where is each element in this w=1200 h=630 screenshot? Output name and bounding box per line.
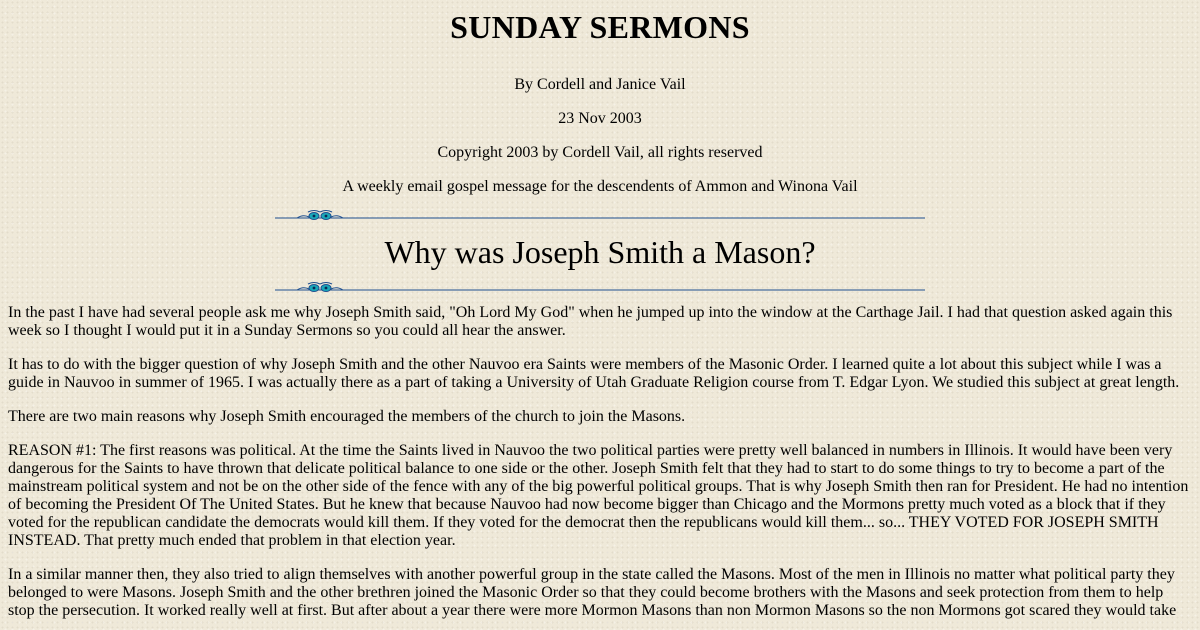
sermon-body [0,304,1200,620]
scroll-eyes-divider-icon [275,208,925,222]
paragraph: In a similar manner then, they also tried to align themselves with another powerful group in the state called the Masons. Most of the men in Illinois no matter what political party they belonged to were Masons. Joseph Smith and the other brethren joined the Masonic Order so that they could become brothers with the Masons and seek protection from them to help stop the persecution. It worked really well at first. But after about a year there were more Mormon Masons than non Mormon Masons so the non Mormons got scared they would take [8,566,1177,619]
byline: By Cordell and Janice Vail [514,76,686,93]
newsletter-description: A weekly email gospel message for the descendents of Ammon and Winona Vail [342,178,858,195]
paragraph: It has to do with the bigger question of why Joseph Smith and the other Nauvoo era Saints were members of the Masonic Order. I learned quite a lot about this subject while I was a guide in Nauvoo in summer of 1965. I was actually there as a part of taking a University of Utah Graduate Religion course from T. Edgar Lyon. We studied this subject at great length. [8,356,1180,391]
site-title: SUNDAY SERMONS [450,9,750,45]
paragraph: In the past I have had several people ask me why Joseph Smith said, "Oh Lord My God" when he jumped up into the window at the Carthage Jail. I had that question asked again this week so I thought I would put it in a Sunday Sermons so you could all hear the answer. [8,304,1173,339]
scroll-eyes-divider-icon [275,280,925,294]
copyright-notice: Copyright 2003 by Cordell Vail, all rights reserved [437,144,763,161]
paragraph: REASON #1: The first reasons was political. At the time the Saints lived in Nauvoo the two political parties were pretty well balanced in numbers in Illinois. It would have been very dangerous for the Saints to have thrown that delicate political balance to one side or the other. Joseph Smith felt that they had to start to do some things to try to become a part of the mainstream political system and not be on the other side of the fence with any of the big powerful political groups. That is why Joseph Smith then ran for President. He had no intention of becoming the President Of The United States. But he knew that because Nauvoo had now become bigger than Chicago and the Mormons pretty much voted as a block that if they voted for the republican candidate the democrats would kill them. If they voted for the democrat then the republicans would kill them... so... THEY VOTED FOR JOSEPH SMITH INSTEAD. That pretty much ended that problem in that election year. [8,442,1189,549]
paragraph: There are two main reasons why Joseph Smith encouraged the members of the church to join the Masons. [8,408,686,425]
sermon-title: Why was Joseph Smith a Mason? [384,234,816,270]
publish-date: 23 Nov 2003 [558,110,642,127]
